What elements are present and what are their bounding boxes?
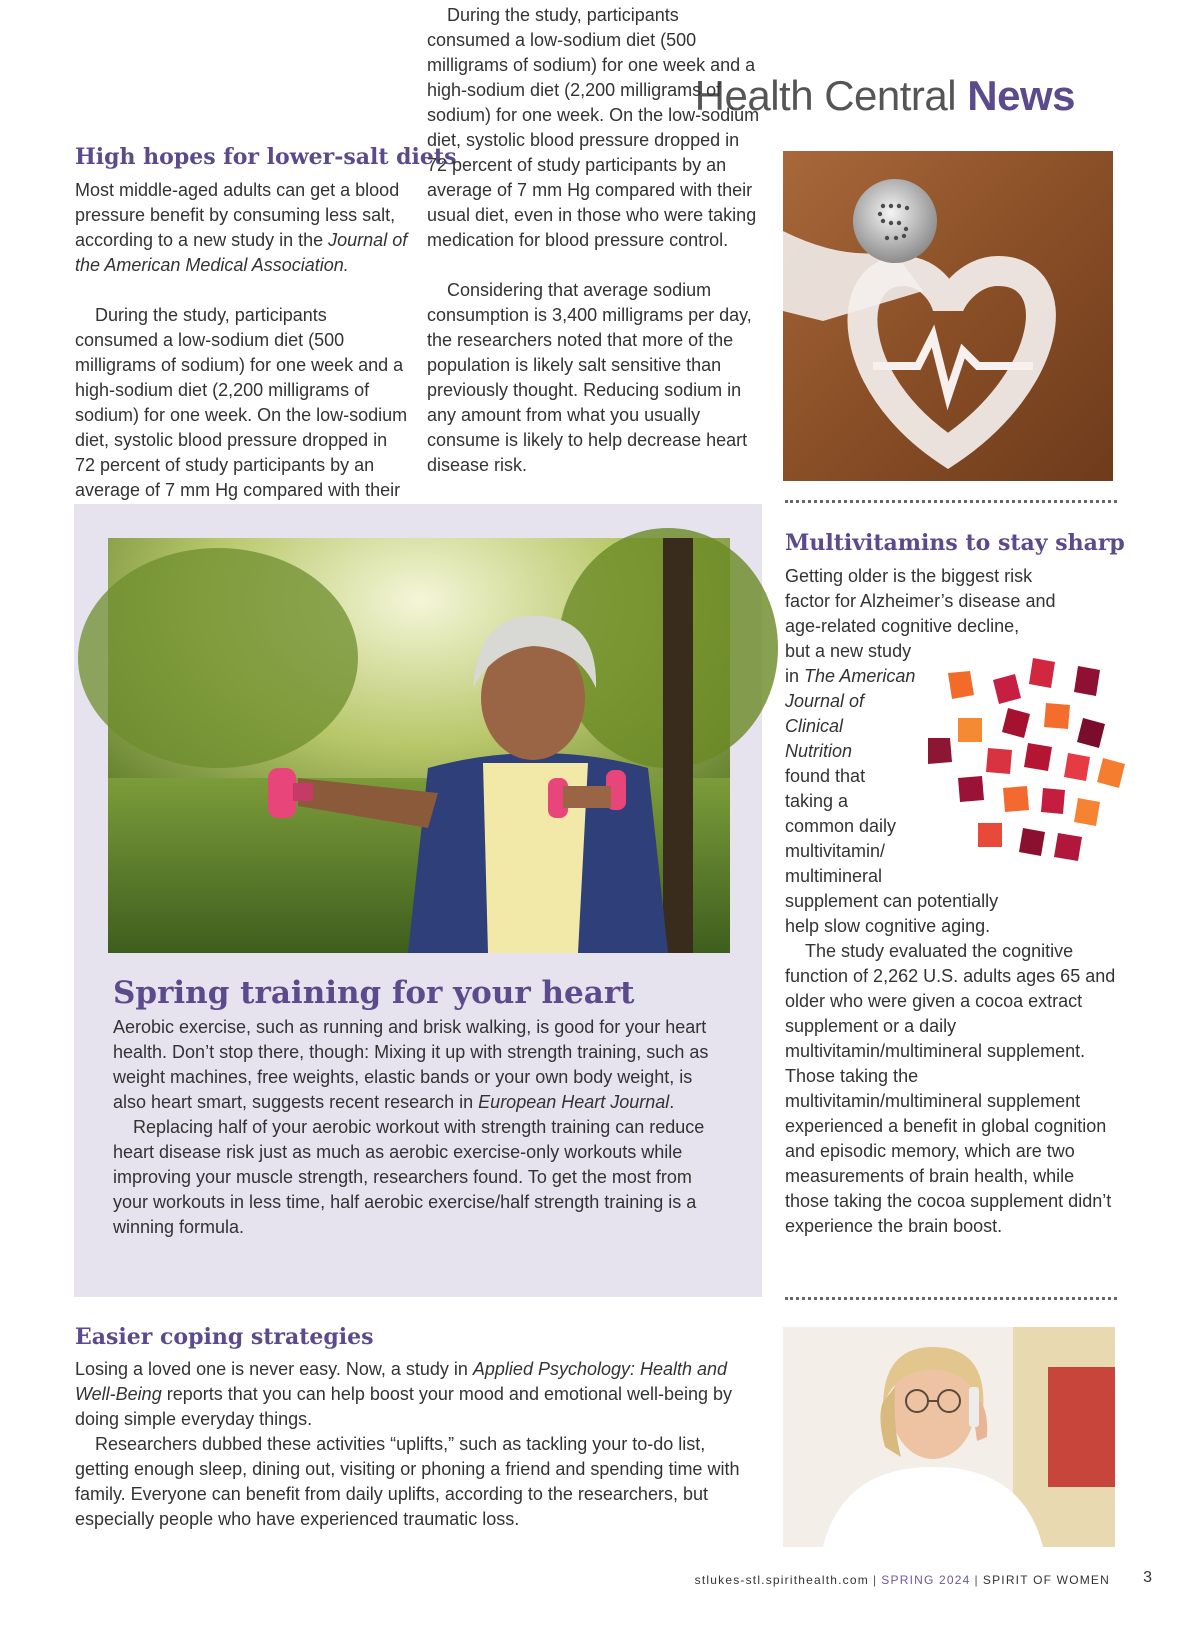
divider-rule — [785, 500, 1117, 503]
spring-training-title: Spring training for your heart — [113, 975, 635, 1011]
mv-journal-1: The American — [804, 666, 916, 686]
coping-p2: Researchers dubbed these activities “uplifts,” such as tackling your to-do list, getting enough sleep, dining out, visiting or phoning a friend and spending time with family. Everyone can benefit from daily uplifts, according to the researchers, but especially people who have experienced traumatic loss. — [75, 1434, 740, 1529]
salt-p2-a: During the study, participants consumed a low-sodium diet (500 milligrams of sodium) for one week and a high-sodium diet (2,200 milligrams of sodium) for one week. On the low-sodium diet, systolic blood pressure dropped in 72 percent of study participants by an average of 7 mm Hg compared with their — [75, 305, 408, 500]
salt-p1-text: Most middle-aged adults can get a blood pressure benefit by consuming less salt, according to a new study in the — [75, 180, 400, 250]
footer-magazine: SPIRIT OF WOMEN — [982, 1573, 1110, 1587]
footer-season: SPRING 2024 — [881, 1573, 971, 1587]
divider-rule-2 — [785, 1297, 1117, 1300]
mv-line-b: but a new study — [785, 641, 912, 661]
coping-p1-a: Losing a loved one is never easy. Now, a study in — [75, 1359, 473, 1379]
spring-p1-text: Aerobic exercise, such as running and brisk walking, is good for your heart health. Don’t stop there, though: Mixing it up with strength training, such as weight machines, free weights, elastic bands or your own body weight, is also heart smart, suggests recent research in — [113, 1017, 709, 1112]
mv-journal-4: Nutrition — [785, 741, 853, 761]
page-number: 3 — [1143, 1569, 1152, 1586]
page-footer: stlukes-stl.spirithealth.com | SPRING 2024 | SPIRIT OF WOMEN — [694, 1573, 1110, 1587]
masthead-light: Health Central — [694, 72, 957, 119]
salt-article-col1 — [75, 178, 410, 278]
mv-line-i: supplement can potentially help slow cognitive aging. — [785, 891, 999, 936]
coping-body — [75, 1357, 755, 1532]
mv-line-d: found that — [785, 766, 866, 786]
mv-line-c: in — [785, 666, 805, 686]
multivitamins-title: Multivitamins to stay sharp — [785, 530, 1125, 556]
salt-p2-continued: During the study, participants consumed a low-sodium diet (500 milligrams of sodium) for one week and a high-sodium diet (2,200 milligrams of sodium) for one week. On the low-sodium diet, systolic blood pressure dropped in 72 percent of study participants by an average of 7 mm Hg compared with their usual diet, even in those who were taking medication for blood pressure control. — [427, 5, 760, 250]
masthead-bold: News — [967, 72, 1075, 119]
mv-p2: The study evaluated the cognitive function of 2,262 U.S. adults ages 65 and older who were given a cocoa extract supplement or a daily multivitamin/multimineral supplement. Those taking the multivitamin/multimineral supplement experienced a benefit in global cognition and episodic memory, which are two measurements of brain health, while those taking the cocoa supplement didn’t experience the brain boost. — [785, 941, 1116, 1236]
coping-title: Easier coping strategies — [75, 1324, 374, 1350]
salt-article-col2 — [427, 5, 762, 478]
mv-line-e: taking a — [785, 791, 849, 811]
mv-p1-intro: Getting older is the biggest risk factor for Alzheimer’s disease and age-related cognitive decline, — [785, 566, 1056, 636]
salt-p3: Considering that average sodium consumption is 3,400 milligrams per day, the researchers noted that more of the population is likely salt sensitive than previously thought. Reducing sodium in any amount from what you usually consume is likely to help decrease heart disease risk. — [427, 280, 752, 475]
mv-line-g: multivitamin/ — [785, 841, 886, 861]
gummy-vitamins-image — [918, 648, 1138, 888]
footer-site: stlukes-stl.spirithealth.com — [694, 1573, 869, 1587]
salt-heart-photo — [783, 151, 1113, 481]
spring-journal: European Heart Journal — [478, 1092, 670, 1112]
salt-journal: Journal of the American Medical Association. — [75, 230, 408, 275]
coping-p1-b: reports that you can help boost your mood and emotional well-being by doing simple everyday things. — [75, 1384, 733, 1429]
salt-article-title: High hopes for lower-salt diets — [75, 144, 457, 170]
spring-training-body — [113, 1015, 713, 1240]
coping-journal: Applied Psychology: Health and Well-Being — [75, 1359, 728, 1404]
mv-line-f: common daily — [785, 816, 897, 836]
spring-p2: Replacing half of your aerobic workout with strength training can reduce heart disease risk just as much as aerobic exercise-only workouts while improving your muscle strength, researchers found. To get the most from your workouts in less time, half aerobic exercise/half strength training is a winning formula. — [113, 1117, 705, 1237]
mv-journal-3: Clinical — [785, 716, 844, 736]
woman-on-phone-photo — [783, 1327, 1115, 1547]
spring-p1-end: . — [669, 1092, 675, 1112]
salt-article-flow — [75, 303, 410, 500]
woman-exercising-photo — [108, 538, 730, 953]
mv-journal-2: Journal of — [785, 691, 865, 711]
mv-line-h: multimineral — [785, 866, 883, 886]
